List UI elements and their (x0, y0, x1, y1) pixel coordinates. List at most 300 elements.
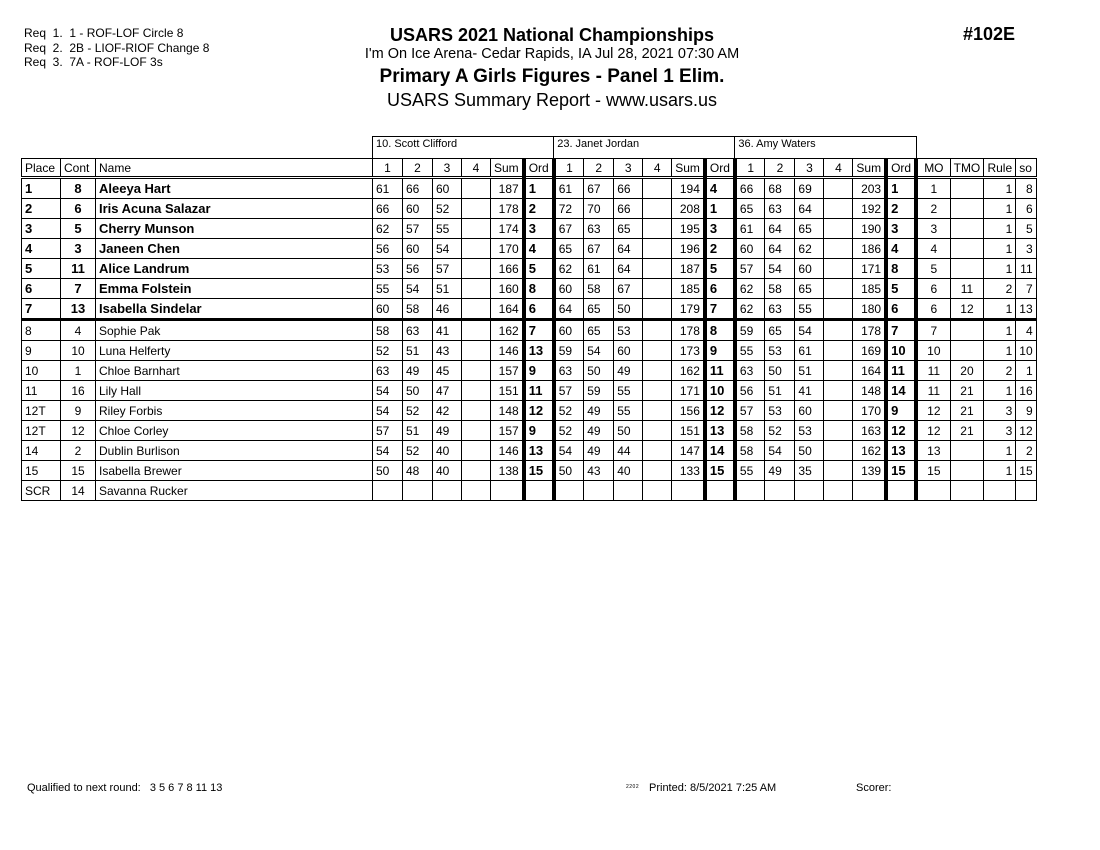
judge-2-ord-cell: 2 (705, 239, 735, 259)
judge-2-score-3-cell: 50 (614, 421, 643, 441)
judge-3-ord-cell: 3 (886, 219, 916, 239)
judge-1-ord-cell: 12 (524, 401, 554, 421)
mo-cell (916, 481, 950, 501)
name-cell: Alice Landrum (96, 259, 373, 279)
judge-1-score-4-cell (462, 341, 491, 361)
judge-2-score-2-cell: 67 (584, 239, 614, 259)
judge-3-ord-cell: 14 (886, 381, 916, 401)
mo-cell: 12 (916, 401, 950, 421)
judge-1-score-2-cell: 56 (403, 259, 433, 279)
judge-2-sum-cell (672, 481, 705, 501)
judge-2-score-3-cell: 44 (614, 441, 643, 461)
judge-2-col-j3: 3 (614, 159, 643, 178)
judge-2-score-1-cell: 52 (554, 421, 584, 441)
requirement-3: Req 3. 7A - ROF-LOF 3s (24, 55, 163, 69)
judge-3-score-4-cell (824, 279, 853, 299)
judge-1-sum-cell: 146 (491, 441, 524, 461)
tmo-cell (950, 481, 984, 501)
mo-cell: 10 (916, 341, 950, 361)
place-cell: 12T (22, 421, 61, 441)
judge-1-ord-cell: 9 (524, 421, 554, 441)
judge-2-ord-cell: 9 (705, 341, 735, 361)
judge-1-sum-cell: 157 (491, 361, 524, 381)
judge-3-sum-cell: 186 (853, 239, 886, 259)
judge-2-score-2-cell: 61 (584, 259, 614, 279)
judge-2-score-3-cell: 55 (614, 401, 643, 421)
judge-2-score-2-cell: 65 (584, 299, 614, 320)
judge-1-sum-cell: 160 (491, 279, 524, 299)
cont-cell: 1 (61, 361, 96, 381)
tmo-cell (950, 341, 984, 361)
qualified-summary (27, 782, 222, 794)
place-cell: 11 (22, 381, 61, 401)
rule-cell: 3 (984, 421, 1016, 441)
judge-1-col-j2: 2 (403, 159, 433, 178)
table-row (22, 320, 1037, 341)
judge-2-ord-cell: 3 (705, 219, 735, 239)
judge-1-score-3-cell: 40 (433, 441, 462, 461)
judge-3-score-1-cell: 58 (735, 421, 765, 441)
judge-1-score-3-cell: 41 (433, 320, 462, 341)
cont-cell: 14 (61, 481, 96, 501)
judge-1-score-1-cell: 58 (373, 320, 403, 341)
cont-cell: 16 (61, 381, 96, 401)
judge-3-score-4-cell (824, 199, 853, 219)
judge-3-score-4-cell (824, 239, 853, 259)
judge-2-score-1-cell: 52 (554, 401, 584, 421)
so-cell: 16 (1016, 381, 1036, 401)
judge-2-score-3-cell: 64 (614, 259, 643, 279)
judge-1-col-j1: 1 (373, 159, 403, 178)
rule-cell: 2 (984, 361, 1016, 381)
rule-cell: 1 (984, 320, 1016, 341)
judge-3-score-3-cell: 41 (795, 381, 824, 401)
name-cell: Chloe Corley (96, 421, 373, 441)
judge-3-ord-cell: 5 (886, 279, 916, 299)
judge-3-score-2-cell: 51 (765, 381, 795, 401)
judge-3-sum-cell: 180 (853, 299, 886, 320)
judge-3-score-3-cell: 54 (795, 320, 824, 341)
judge-2-sum-cell: 156 (672, 401, 705, 421)
judge-1-score-4-cell (462, 320, 491, 341)
judge-2-score-4-cell (643, 219, 672, 239)
so-cell: 6 (1016, 199, 1036, 219)
judge-3-score-2-cell (765, 481, 795, 501)
mo-cell: 11 (916, 361, 950, 381)
report-header (300, 24, 804, 111)
place-cell: 4 (22, 239, 61, 259)
rule-cell: 1 (984, 341, 1016, 361)
rule-cell: 1 (984, 461, 1016, 481)
judge-1-score-4-cell (462, 361, 491, 381)
judge-2-score-2-cell: 49 (584, 421, 614, 441)
judge-3-sum-cell: 185 (853, 279, 886, 299)
judge-2-ord-cell: 10 (705, 381, 735, 401)
name-cell: Savanna Rucker (96, 481, 373, 501)
judge-2-sum-cell: 147 (672, 441, 705, 461)
table-row (22, 481, 1037, 501)
table-row (22, 381, 1037, 401)
judge-2-score-1-cell: 72 (554, 199, 584, 219)
name-cell: Riley Forbis (96, 401, 373, 421)
judge-1-score-3-cell: 49 (433, 421, 462, 441)
tmo-cell (950, 219, 984, 239)
judge-3-sum-cell (853, 481, 886, 501)
judge-header-row (22, 137, 1037, 159)
printed-timestamp: Printed: 8/5/2021 7:25 AM (649, 782, 777, 794)
place-cell: 10 (22, 361, 61, 381)
judge-1-ord-cell: 5 (524, 259, 554, 279)
judge-1-score-2-cell: 52 (403, 441, 433, 461)
judge-1-sum-cell (491, 481, 524, 501)
judge-2-ord-cell: 11 (705, 361, 735, 381)
judge-1-score-4-cell (462, 421, 491, 441)
judge-1-score-1-cell: 61 (373, 178, 403, 199)
rule-cell: 1 (984, 259, 1016, 279)
judge-1-ord-cell: 2 (524, 199, 554, 219)
rule-cell: 1 (984, 299, 1016, 320)
judge-3-score-2-cell: 49 (765, 461, 795, 481)
place-cell: SCR (22, 481, 61, 501)
judge-1-ord-cell: 7 (524, 320, 554, 341)
judge-3-sum-cell: 139 (853, 461, 886, 481)
judge-2-score-3-cell: 66 (614, 178, 643, 199)
judge-3-sum-cell: 192 (853, 199, 886, 219)
judge-1-score-2-cell: 63 (403, 320, 433, 341)
judge-3-score-1-cell (735, 481, 765, 501)
event-number: #102E (963, 24, 1016, 44)
judge-3-score-3-cell: 60 (795, 401, 824, 421)
table-row (22, 341, 1037, 361)
judge-3-score-3-cell: 69 (795, 178, 824, 199)
so-cell (1016, 481, 1036, 501)
judge-2-score-4-cell (643, 461, 672, 481)
name-cell: Cherry Munson (96, 219, 373, 239)
judge-2-score-1-cell: 62 (554, 259, 584, 279)
judge-1-score-4-cell (462, 441, 491, 461)
cont-cell: 13 (61, 299, 96, 320)
judge-2-ord-cell: 1 (705, 199, 735, 219)
judge-3-score-4-cell (824, 481, 853, 501)
judge-2-score-4-cell (643, 259, 672, 279)
judge-2-score-4-cell (643, 199, 672, 219)
judge-1-score-4-cell (462, 381, 491, 401)
requirement-2: Req 2. 2B - LIOF-RIOF Change 8 (24, 40, 210, 55)
judge-2-sum-cell: 173 (672, 341, 705, 361)
judge-1-score-2-cell: 50 (403, 381, 433, 401)
judge-2-score-2-cell: 59 (584, 381, 614, 401)
judge-2-score-3-cell: 50 (614, 299, 643, 320)
judge-3-score-1-cell: 60 (735, 239, 765, 259)
judge-2-score-2-cell: 63 (584, 219, 614, 239)
judge-3-ord-cell: 4 (886, 239, 916, 259)
judge-3-ord-cell: 8 (886, 259, 916, 279)
judge-1-score-1-cell: 62 (373, 219, 403, 239)
judge-1-score-2-cell: 51 (403, 421, 433, 441)
judge-3-score-2-cell: 63 (765, 299, 795, 320)
table-row (22, 401, 1037, 421)
judge-1-score-4-cell (462, 461, 491, 481)
place-cell: 9 (22, 341, 61, 361)
judge-2-sum-cell: 208 (672, 199, 705, 219)
judge-3-score-4-cell (824, 381, 853, 401)
judge-3-score-3-cell: 60 (795, 259, 824, 279)
judge-1-sum-cell: 170 (491, 239, 524, 259)
judge-3-ord-cell: 7 (886, 320, 916, 341)
judge-2-score-2-cell: 49 (584, 441, 614, 461)
rule-cell: 1 (984, 239, 1016, 259)
judge-3-ord-cell: 1 (886, 178, 916, 199)
judge-3-score-2-cell: 68 (765, 178, 795, 199)
venue-datetime: I'm On Ice Arena- Cedar Rapids, IA Jul 28, 2021 07:30 AM (364, 46, 740, 62)
judge-2-score-2-cell: 50 (584, 361, 614, 381)
judge-1-score-2-cell: 66 (403, 178, 433, 199)
place-cell: 1 (22, 178, 61, 199)
cont-cell: 10 (61, 341, 96, 361)
judge-2-score-4-cell (643, 421, 672, 441)
judge-3-score-2-cell: 54 (765, 441, 795, 461)
judge-3-score-3-cell: 55 (795, 299, 824, 320)
mo-cell: 6 (916, 299, 950, 320)
table-row (22, 441, 1037, 461)
judge-2-col-j4: 4 (643, 159, 672, 178)
col-tmo: TMO (950, 159, 984, 178)
judge-1-ord-cell: 8 (524, 279, 554, 299)
judge-1-score-3-cell: 42 (433, 401, 462, 421)
table-row (22, 299, 1037, 320)
judge-1-score-1-cell: 55 (373, 279, 403, 299)
judge-1-score-1-cell: 66 (373, 199, 403, 219)
judge-3-ord-cell: 2 (886, 199, 916, 219)
judge-2-score-3-cell: 66 (614, 199, 643, 219)
name-cell: Iris Acuna Salazar (96, 199, 373, 219)
judge-2-score-4-cell (643, 299, 672, 320)
judge-1-ord-cell: 11 (524, 381, 554, 401)
judge-2-score-3-cell: 67 (614, 279, 643, 299)
so-cell: 2 (1016, 441, 1036, 461)
mo-cell: 11 (916, 381, 950, 401)
judge-3-col-ord: Ord (886, 159, 916, 178)
name-cell: Isabella Brewer (96, 461, 373, 481)
tmo-cell: 11 (950, 279, 984, 299)
col-rule: Rule (984, 159, 1016, 178)
blank-cell (916, 137, 1036, 159)
judge-1-score-2-cell: 49 (403, 361, 433, 381)
judge-2-ord-cell (705, 481, 735, 501)
judge-2-score-3-cell: 53 (614, 320, 643, 341)
judge-3-ord-cell: 6 (886, 299, 916, 320)
table-row (22, 421, 1037, 441)
judge-3-score-1-cell: 57 (735, 401, 765, 421)
judge-3-score-1-cell: 58 (735, 441, 765, 461)
judge-1-score-2-cell: 48 (403, 461, 433, 481)
judge-2-score-1-cell: 65 (554, 239, 584, 259)
judge-3-ord-cell: 11 (886, 361, 916, 381)
tmo-cell: 21 (950, 421, 984, 441)
scorer-label: Scorer: (856, 782, 892, 794)
event-title: Primary A Girls Figures - Panel 1 Elim. (379, 66, 725, 87)
tmo-cell (950, 178, 984, 199)
judge-3-score-3-cell: 65 (795, 279, 824, 299)
judge-3-score-2-cell: 63 (765, 199, 795, 219)
table-row (22, 239, 1037, 259)
rule-cell: 1 (984, 441, 1016, 461)
judge-3-score-4-cell (824, 421, 853, 441)
mo-cell: 1 (916, 178, 950, 199)
judge-3-score-4-cell (824, 178, 853, 199)
judge-3-score-2-cell: 64 (765, 219, 795, 239)
judge-2-score-3-cell: 49 (614, 361, 643, 381)
cont-cell: 2 (61, 441, 96, 461)
judge-2-score-4-cell (643, 361, 672, 381)
report-title: USARS Summary Report - www.usars.us (386, 90, 718, 110)
judge-2-score-1-cell (554, 481, 584, 501)
judge-1-score-3-cell: 52 (433, 199, 462, 219)
judge-2-score-2-cell: 70 (584, 199, 614, 219)
judge-1-score-2-cell: 54 (403, 279, 433, 299)
name-cell: Chloe Barnhart (96, 361, 373, 381)
judge-3-score-1-cell: 66 (735, 178, 765, 199)
tmo-cell (950, 441, 984, 461)
judge-2-score-1-cell: 64 (554, 299, 584, 320)
judge-3-col-j2: 2 (765, 159, 795, 178)
judge-1-col-sum: Sum (491, 159, 524, 178)
table-row (22, 219, 1037, 239)
tmo-cell (950, 461, 984, 481)
judge-3-col-sum: Sum (853, 159, 886, 178)
judge-2-score-3-cell (614, 481, 643, 501)
judge-2-score-3-cell: 65 (614, 219, 643, 239)
tmo-cell: 20 (950, 361, 984, 381)
judge-2-score-3-cell: 40 (614, 461, 643, 481)
judge-3-sum-cell: 164 (853, 361, 886, 381)
judge-1-col-j4: 4 (462, 159, 491, 178)
cont-cell: 6 (61, 199, 96, 219)
cont-cell: 3 (61, 239, 96, 259)
judge-1-score-2-cell (403, 481, 433, 501)
judge-3-name: 36. Amy Waters (735, 137, 916, 159)
judge-3-score-2-cell: 53 (765, 341, 795, 361)
judge-2-score-4-cell (643, 320, 672, 341)
judge-3-ord-cell: 15 (886, 461, 916, 481)
col-cont: Cont (61, 159, 96, 178)
judge-3-sum-cell: 190 (853, 219, 886, 239)
judge-2-col-ord: Ord (705, 159, 735, 178)
judge-2-score-3-cell: 55 (614, 381, 643, 401)
judge-3-col-j1: 1 (735, 159, 765, 178)
judge-3-sum-cell: 171 (853, 259, 886, 279)
so-cell: 12 (1016, 421, 1036, 441)
judge-3-score-2-cell: 65 (765, 320, 795, 341)
judge-1-sum-cell: 148 (491, 401, 524, 421)
col-mo: MO (916, 159, 950, 178)
judge-2-score-4-cell (643, 178, 672, 199)
judge-1-score-4-cell (462, 239, 491, 259)
so-cell: 13 (1016, 299, 1036, 320)
judge-1-score-1-cell: 54 (373, 381, 403, 401)
judge-1-score-1-cell: 63 (373, 361, 403, 381)
judge-1-score-3-cell: 57 (433, 259, 462, 279)
judge-3-score-3-cell: 35 (795, 461, 824, 481)
place-cell: 12T (22, 401, 61, 421)
col-so: so (1016, 159, 1036, 178)
judge-2-score-1-cell: 60 (554, 279, 584, 299)
judge-3-ord-cell: 9 (886, 401, 916, 421)
tmo-cell: 21 (950, 401, 984, 421)
name-cell: Isabella Sindelar (96, 299, 373, 320)
mo-cell: 12 (916, 421, 950, 441)
judge-1-score-3-cell: 60 (433, 178, 462, 199)
rule-cell: 3 (984, 401, 1016, 421)
championship-title: USARS 2021 National Championships (389, 25, 715, 45)
judge-3-score-2-cell: 58 (765, 279, 795, 299)
rule-cell: 1 (984, 178, 1016, 199)
judge-1-score-4-cell (462, 279, 491, 299)
judge-3-score-4-cell (824, 299, 853, 320)
judge-2-name: 23. Janet Jordan (554, 137, 735, 159)
judge-2-score-3-cell: 64 (614, 239, 643, 259)
judge-3-score-4-cell (824, 441, 853, 461)
judge-2-score-2-cell (584, 481, 614, 501)
judge-2-score-1-cell: 67 (554, 219, 584, 239)
judge-2-ord-cell: 5 (705, 259, 735, 279)
name-cell: Janeen Chen (96, 239, 373, 259)
judge-1-sum-cell: 174 (491, 219, 524, 239)
judge-1-score-1-cell: 54 (373, 441, 403, 461)
judge-3-score-1-cell: 55 (735, 461, 765, 481)
judge-3-score-2-cell: 53 (765, 401, 795, 421)
judge-1-score-2-cell: 60 (403, 199, 433, 219)
judge-3-score-2-cell: 64 (765, 239, 795, 259)
judge-1-score-2-cell: 52 (403, 401, 433, 421)
table-row (22, 199, 1037, 219)
judge-1-score-2-cell: 60 (403, 239, 433, 259)
judge-1-score-3-cell: 47 (433, 381, 462, 401)
judge-2-score-2-cell: 58 (584, 279, 614, 299)
judge-3-sum-cell: 170 (853, 401, 886, 421)
judge-2-ord-cell: 7 (705, 299, 735, 320)
judge-1-ord-cell: 6 (524, 299, 554, 320)
judge-2-score-4-cell (643, 381, 672, 401)
judge-2-score-4-cell (643, 401, 672, 421)
judge-3-score-1-cell: 63 (735, 361, 765, 381)
judge-1-score-4-cell (462, 259, 491, 279)
results-table (21, 136, 1037, 501)
judge-3-score-1-cell: 65 (735, 199, 765, 219)
judge-1-score-3-cell: 45 (433, 361, 462, 381)
judge-3-score-4-cell (824, 361, 853, 381)
mo-cell: 6 (916, 279, 950, 299)
judge-1-col-j3: 3 (433, 159, 462, 178)
mo-cell: 3 (916, 219, 950, 239)
tmo-cell (950, 199, 984, 219)
judge-3-score-2-cell: 50 (765, 361, 795, 381)
judge-1-score-1-cell: 56 (373, 239, 403, 259)
judge-2-sum-cell: 133 (672, 461, 705, 481)
judge-2-ord-cell: 13 (705, 421, 735, 441)
judge-2-sum-cell: 162 (672, 361, 705, 381)
rule-cell (984, 481, 1016, 501)
judge-1-ord-cell (524, 481, 554, 501)
judge-3-score-4-cell (824, 320, 853, 341)
judge-1-score-4-cell (462, 299, 491, 320)
judge-1-sum-cell: 166 (491, 259, 524, 279)
judge-1-ord-cell: 3 (524, 219, 554, 239)
so-cell: 4 (1016, 320, 1036, 341)
table-row (22, 259, 1037, 279)
judge-3-score-3-cell: 65 (795, 219, 824, 239)
judge-1-score-4-cell (462, 481, 491, 501)
